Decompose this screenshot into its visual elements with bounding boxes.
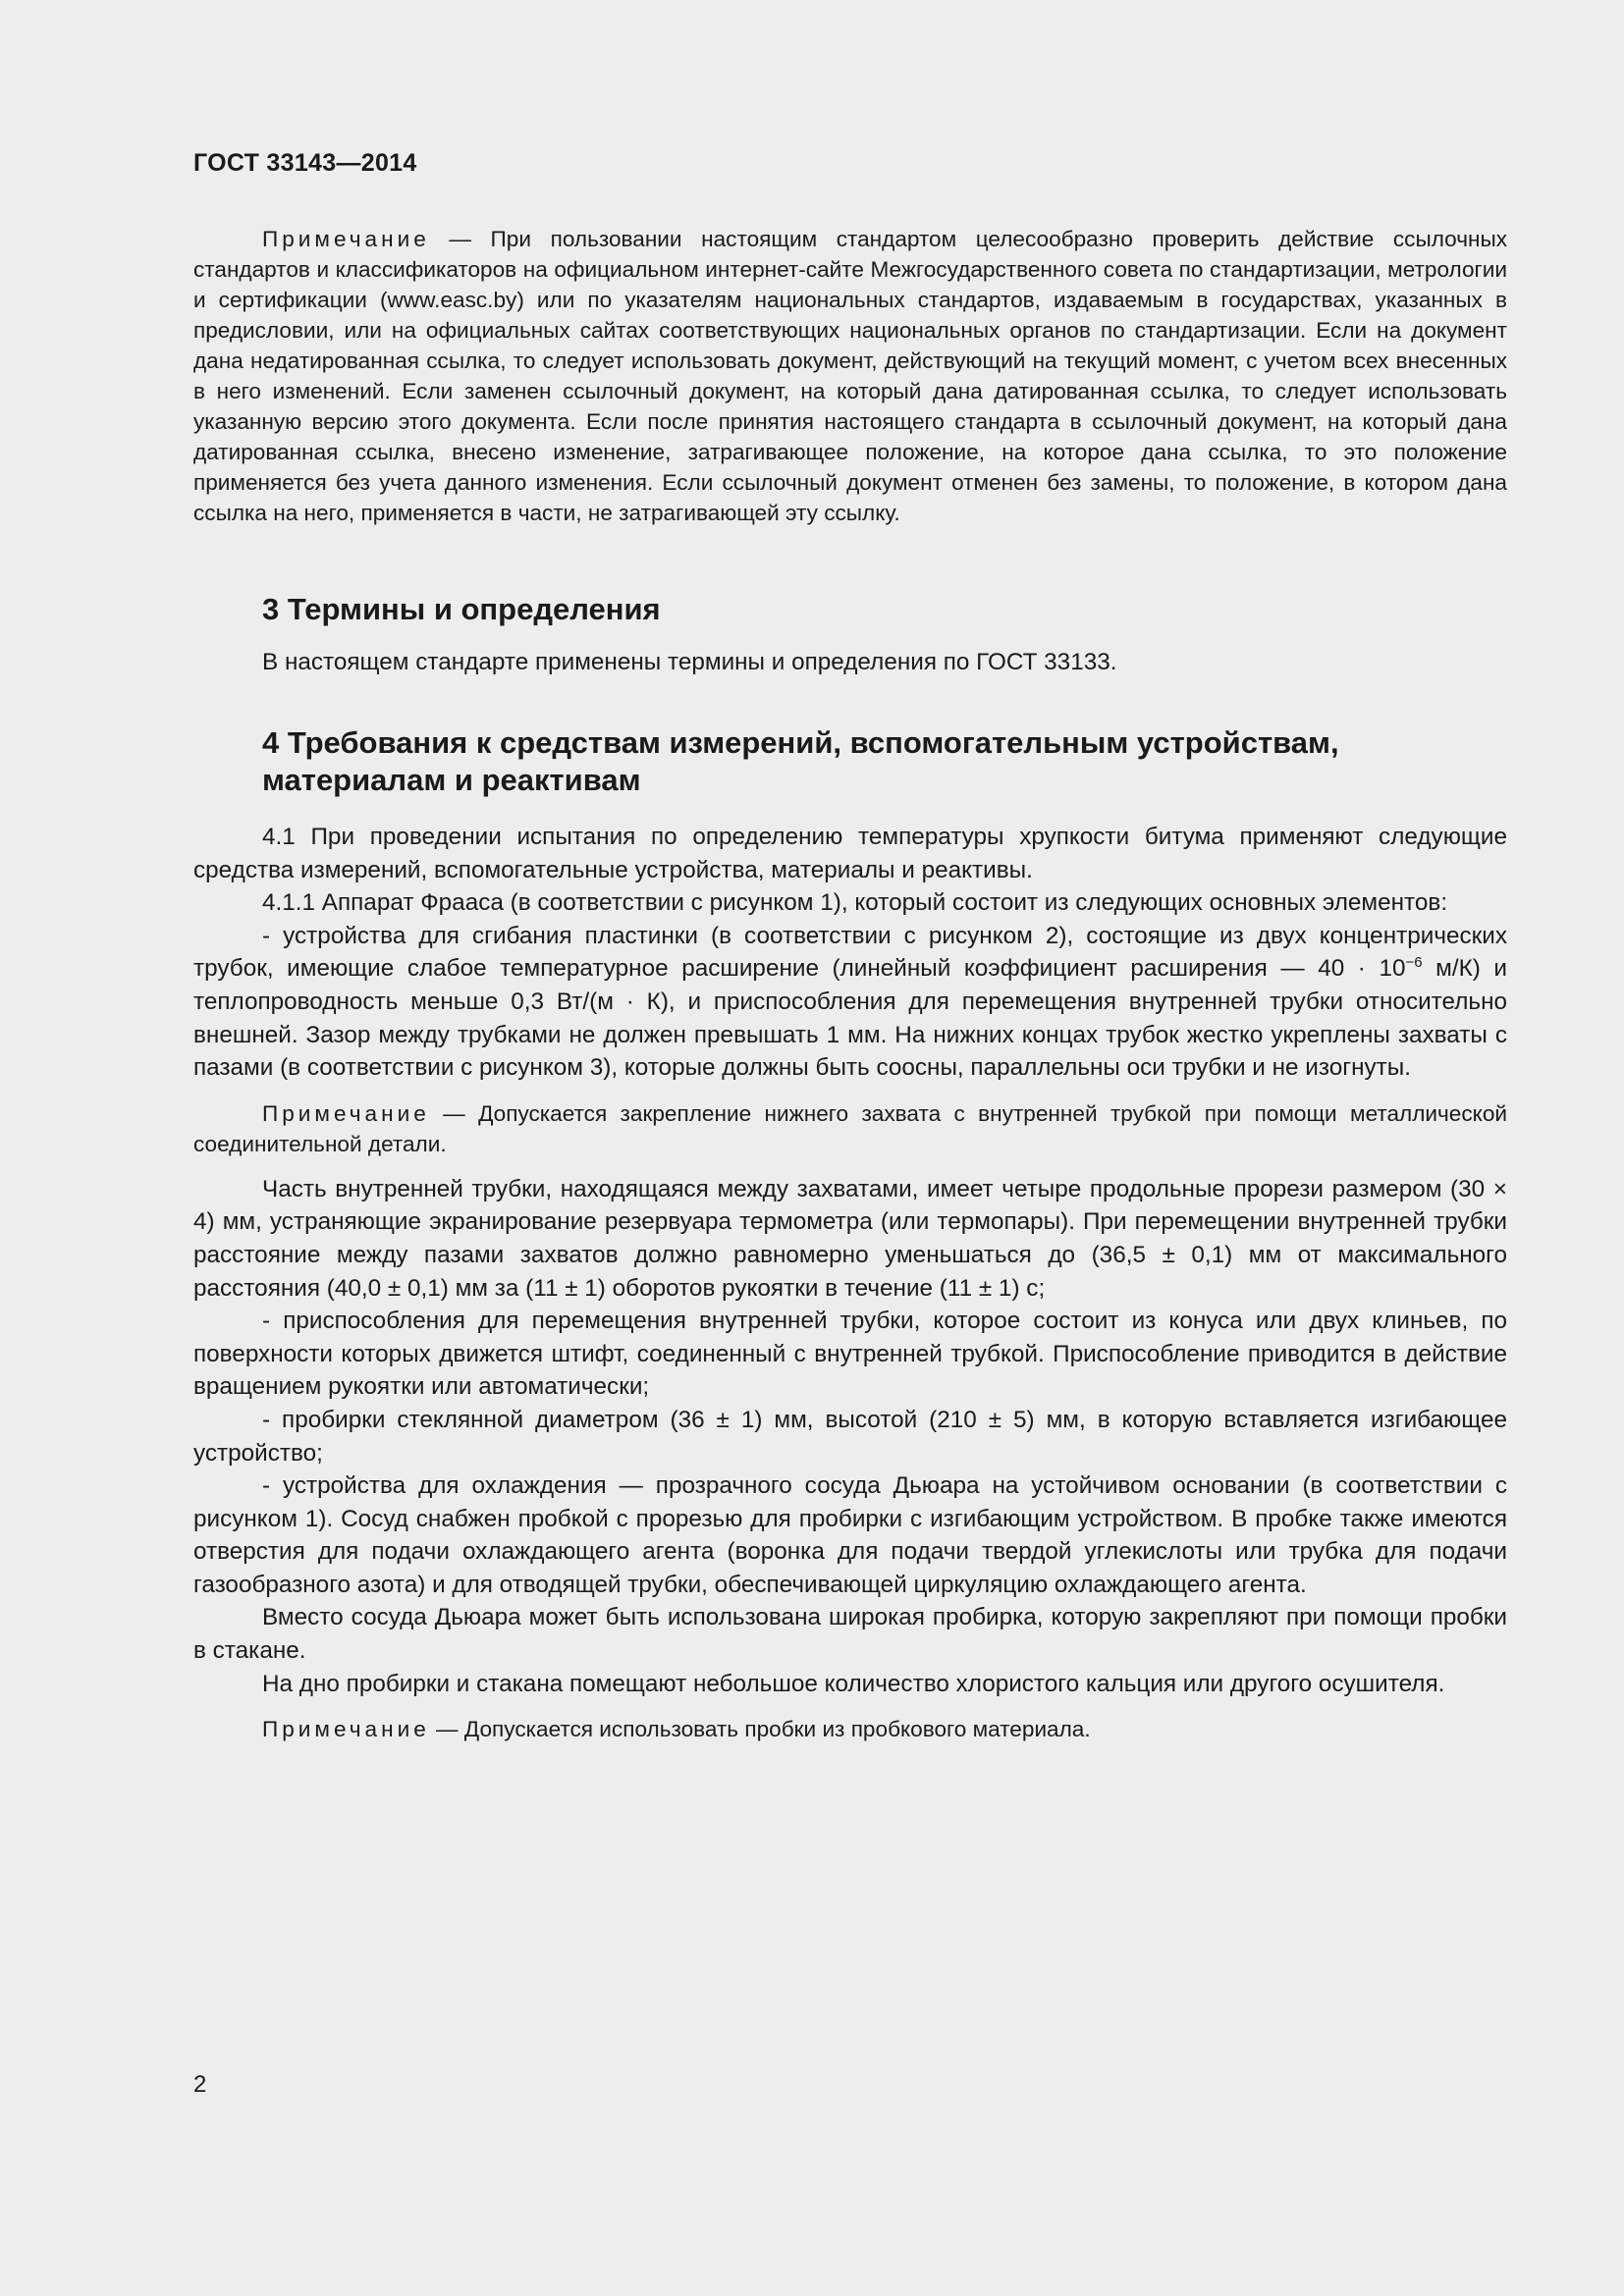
paragraph-inner-tube: Часть внутренней трубки, находящаяся между захватами, имеет четыре продольные прорези размером (30 × 4) мм, устраняющие экранирование резервуара термометра (или термопары). При перемещении внутренней трубки расстояние между пазами захватов должно равномерно уменьшаться до (36,5 ± 0,1) мм от максимального расстояния (40,0 ± 0,1) мм за (11 ± 1) оборотов рукоятки в течение (11 ± 1) с; — [193, 1175, 1507, 1302]
note-lower-grip: Примечание — Допускается закрепление нижнего захвата с внутренней трубкой при помощи металлической соединительной детали. — [193, 1100, 1507, 1156]
paragraph-4-1-1: 4.1.1 Аппарат Фрааса (в соответствии с рисунком 1), который состоит из следующих основных элементов: — [262, 889, 1448, 917]
paragraph-bending-device: - устройства для сгибания пластинки (в соответствии с рисунком 2), состоящие из двух концентрических трубок, имеющие слабое температурное расширение (линейный коэффициент расширения — $40 \cdot 10^{-6}$ м/К) и теплопроводность меньше 0,3 Вт/(м · К), и приспособления для перемещения внутренней трубки относительно внешней. Зазор между трубками не должен превышать 1 мм. На нижних концах трубок жестко укреплены захваты с пазами (в соответствии с рисунком 3), которые должны быть соосны, параллельны оси трубки и не изогнуты. — [193, 922, 1507, 1082]
section-4-title: 4 Требования к средствам измерений, вспомогательным устройствам, материалам и реактивам — [262, 725, 1339, 797]
note-text: — При пользовании настоящим стандартом целесообразно проверить действие ссылочных стандартов и классификаторов на официальном интернет-сайте Межгосударственного совета по стандартизации, метрологии и сертификации (www.easc.by) или по указателям национальных стандартов, издаваемым в государствах, указанных в предисловии, или на официальных сайтах соответствующих национальных органов по стандартизации. Если на документ дана недатированная ссылка, то следует использовать документ, действующий на текущий момент, с учетом всех внесенных в него изменений. Если заменен ссылочный документ, на который дана датированная ссылка, то следует использовать указанную версию этого документа. Если после принятия настоящего стандарта в ссылочный документ, на который дана датированная ссылка, внесено изменение, затрагивающее положение, на которое дана ссылка, то это положение применяется без учета данного изменения. Если ссылочный документ отменен без замены, то положение, в котором дана ссылка на него, применяется в части, не затрагивающей эту ссылку. — [193, 227, 1507, 525]
paragraph-test-tube: - пробирки стеклянной диаметром (36 ± 1) мм, высотой (210 ± 5) мм, в которую вставляется изгибающее устройство; — [193, 1406, 1507, 1467]
note-references — [193, 224, 1507, 528]
paragraph-moving-device: - приспособления для перемещения внутренней трубки, которое состоит из конуса или двух клиньев, по поверхности которых движется штифт, соединенный с внутренней трубкой. Приспособление приводится в действие вращением рукоятки или автоматически; — [193, 1308, 1507, 1401]
paragraph-desiccant: На дно пробирки и стакана помещают небольшое количество хлористого кальция или другого осушителя. — [262, 1670, 1445, 1697]
page-number: 2 — [193, 2071, 207, 2098]
paragraph-wide-tube: Вместо сосуда Дьюара может быть использована широкая пробирка, которую закрепляют при помощи пробки в стакане. — [193, 1604, 1507, 1665]
document-id: ГОСТ 33143—2014 — [193, 149, 417, 177]
section-3-title: 3 Термины и определения — [262, 592, 661, 626]
paragraph-4-1: 4.1 При проведении испытания по определению температуры хрупкости битума применяют следующие средства измерений, вспомогательные устройства, материалы и реактивы. — [193, 824, 1507, 883]
paragraph-cooling-device: - устройства для охлаждения — прозрачного сосуда Дьюара на устойчивом основании (в соответствии с рисунком 1). Сосуд снабжен пробкой с прорезью для пробирки с изгибающим устройством. В пробке также имеются отверстия для подачи охлаждающего агента (воронка для подачи твердой углекислоты или трубка для подачи газообразного азота) и для отводящей трубки, обеспечивающей циркуляцию охлаждающего агента. — [193, 1472, 1507, 1598]
section-4 — [193, 724, 1507, 1744]
note-cork: Примечание — Допускается использовать пробки из пробкового материала. — [262, 1717, 1091, 1742]
section-3 — [193, 591, 1507, 679]
note-label: Примечание — [262, 227, 430, 251]
section-3-text: В настоящем стандарте применены термины и определения по ГОСТ 33133. — [262, 649, 1117, 675]
